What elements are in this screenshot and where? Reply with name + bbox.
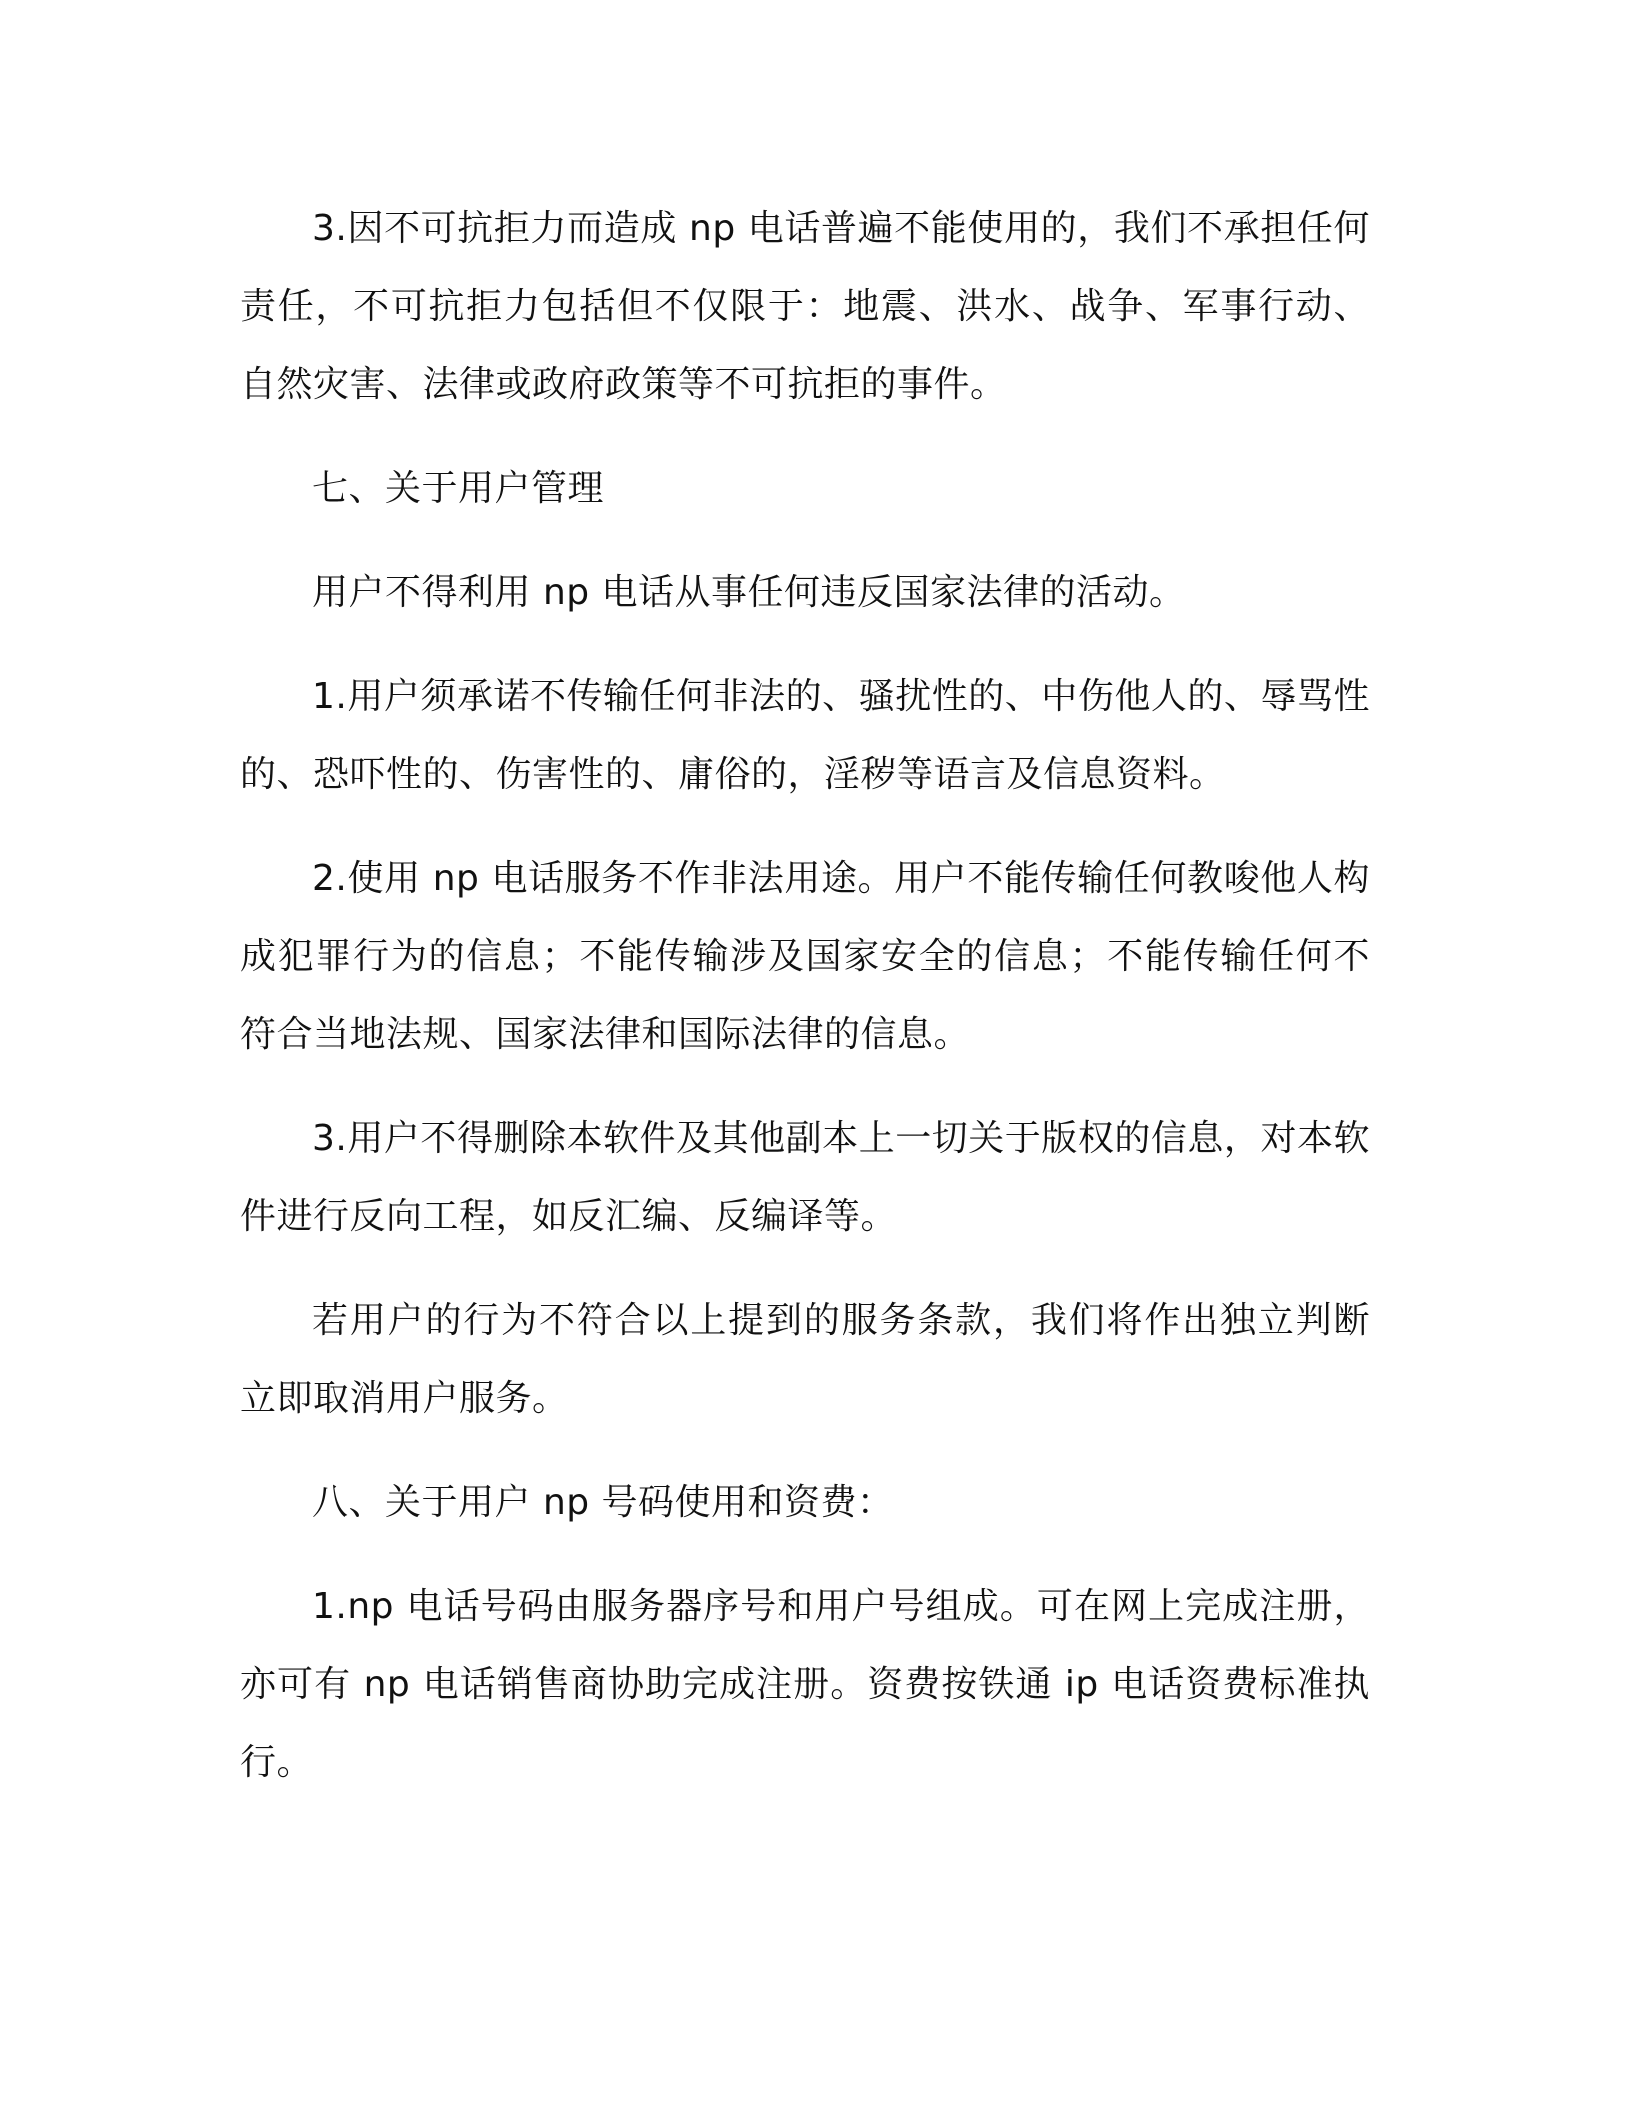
section-heading-number-and-fees: 八、关于用户 np 号码使用和资费： xyxy=(312,1482,894,1523)
paragraph-termination: 若用户的行为不符合以上提到的服务条款，我们将作出独立判断立即取消用户服务。 xyxy=(240,1300,1370,1419)
paragraph-rule-1: 1.用户须承诺不传输任何非法的、骚扰性的、中伤他人的、辱骂性的、恐吓性的、伤害性的、庸俗的，淫秽等语言及信息资料。 xyxy=(240,676,1370,795)
paragraph-no-illegal-activity: 用户不得利用 np 电话从事任何违反国家法律的活动。 xyxy=(312,572,1186,613)
paragraph-rule-3: 3.用户不得删除本软件及其他副本上一切关于版权的信息，对本软件进行反向工程，如反汇编、反编译等。 xyxy=(240,1118,1370,1237)
section-heading-user-management: 七、关于用户管理 xyxy=(312,468,605,509)
document-body xyxy=(240,190,1370,1828)
paragraph-rule-2: 2.使用 np 电话服务不作非法用途。用户不能传输任何教唆他人构成犯罪行为的信息；不能传输涉及国家安全的信息；不能传输任何不符合当地法规、国家法律和国际法律的信息。 xyxy=(240,858,1370,1055)
paragraph-force-majeure: 3.因不可抗拒力而造成 np 电话普遍不能使用的，我们不承担任何责任，不可抗拒力包括但不仅限于：地震、洪水、战争、军事行动、自然灾害、法律或政府政策等不可抗拒的事件。 xyxy=(240,208,1370,405)
paragraph-number-registration: 1.np 电话号码由服务器序号和用户号组成。可在网上完成注册，亦可有 np 电话销售商协助完成注册。资费按铁通 ip 电话资费标准执行。 xyxy=(240,1586,1370,1783)
